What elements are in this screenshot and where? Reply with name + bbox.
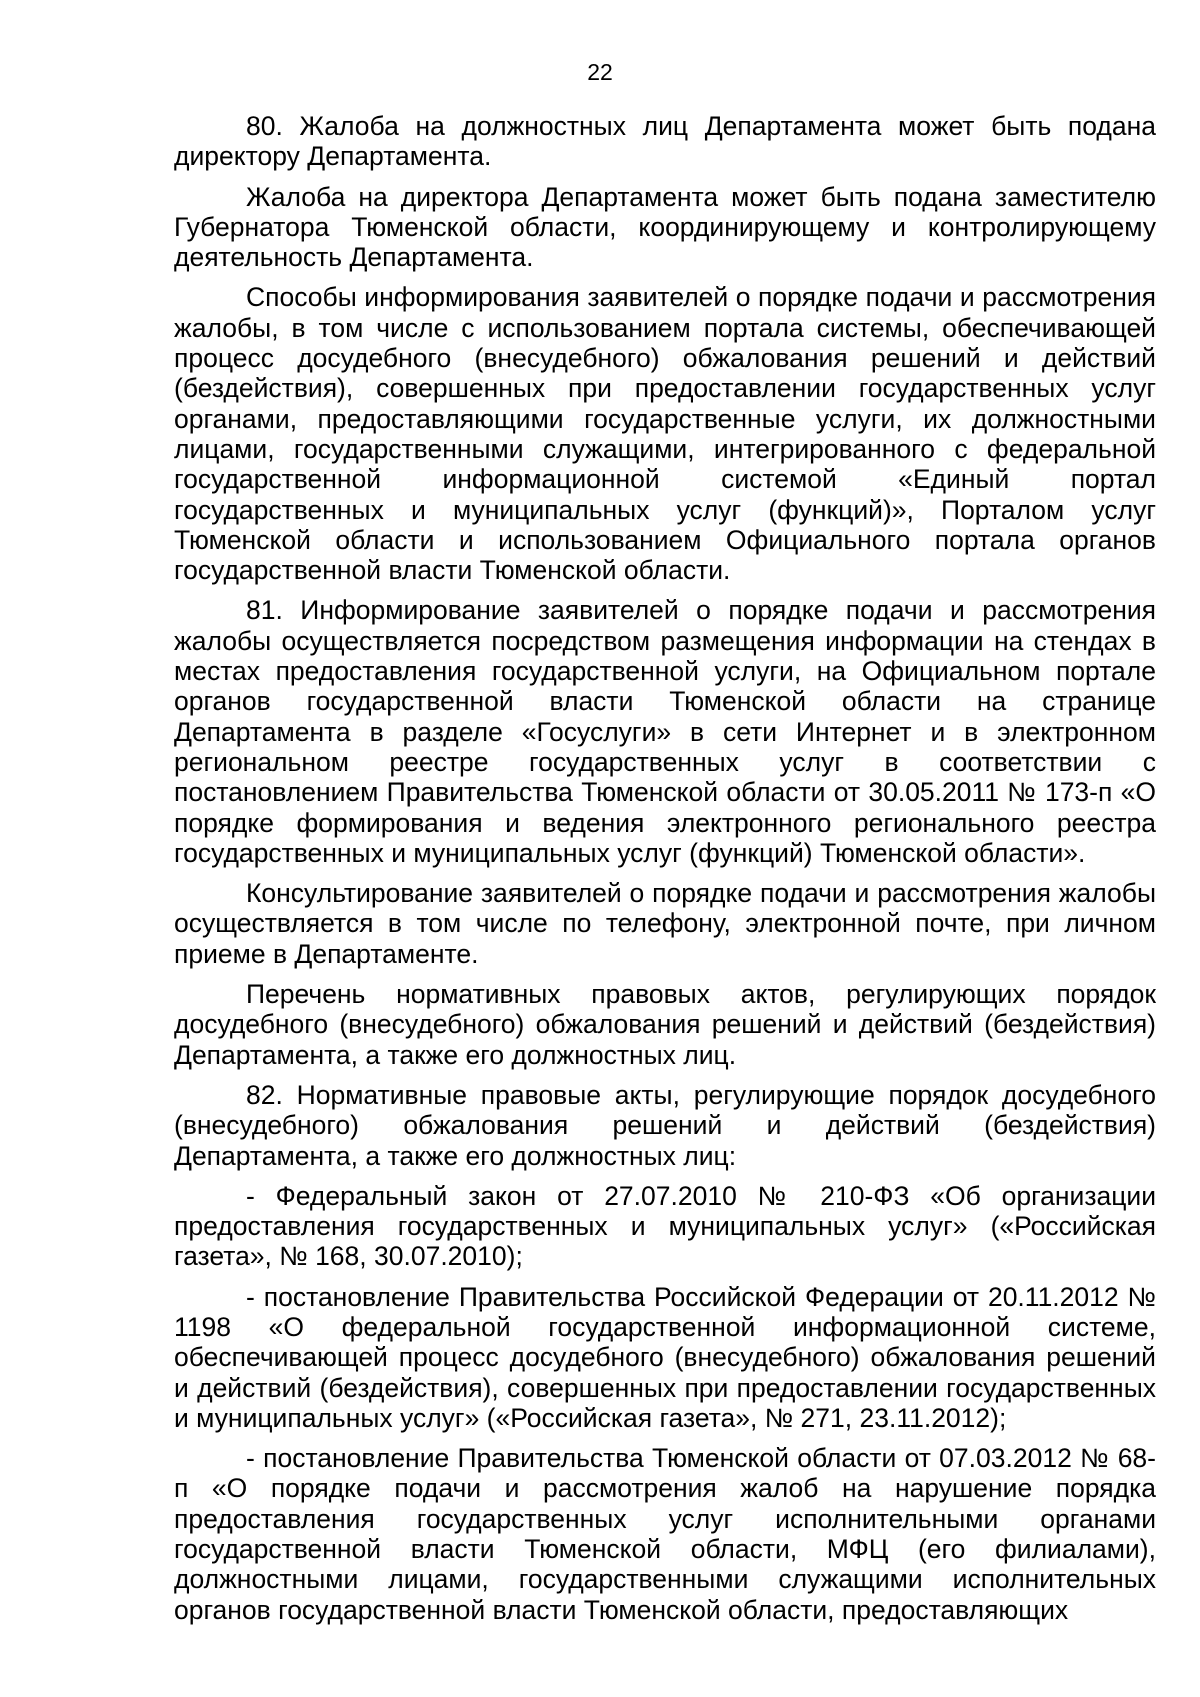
paragraph-81: 81. Информирование заявителей о порядке подачи и рассмотрения жалобы осуществляется посредством размещения информации на стендах в местах предоставления государственной услуги, на Официальном портале органов государственной власти Тюменской области на странице Департамента в разделе «Госуслуги» в сети Интернет и в электронном региональном реестре государственных услуг в соответствии с постановлением Правительства Тюменской области от 30.05.2011 № 173-п «О порядке формирования и ведения электронного регионального реестра государственных и муниципальных услуг (функций) Тюменской области». <box>174 595 1156 868</box>
list-item-federal-law: - Федеральный закон от 27.07.2010 № 210-ФЗ «Об организации предоставления государственных и муниципальных услуг» («Российская газета», № 168, 30.07.2010); <box>174 1180 1156 1272</box>
list-item-tyumen-resolution: - постановление Правительства Тюменской области от 07.03.2012 № 68-п «О порядке подачи и рассмотрения жалоб на нарушение порядка предоставления государственных услуг исполнительными органами государственной власти Тюменской области, МФЦ (его филиалами), должностными лицами, государственными служащими исполнительных органов государственной власти Тюменской области, предоставляющих <box>174 1443 1156 1625</box>
paragraph-legal-acts-heading: Перечень нормативных правовых актов, регулирующих порядок досудебного (внесудебного) обжалования решений и действий (бездействия) Департамента, а также его должностных лиц. <box>174 979 1156 1070</box>
page-number: 22 <box>587 59 613 85</box>
paragraph-informing-methods: Способы информирования заявителей о порядке подачи и рассмотрения жалобы, в том числе с использованием портала системы, обеспечивающей процесс досудебного (внесудебного) обжалования решений и действий (бездействия), совершенных при предоставлении государственных услуг органами, предоставляющими государственные услуги, их должностными лицами, государственными служащими, интегрированного с федеральной государственной информационной системой «Единый портал государственных и муниципальных услуг (функций)», Порталом услуг Тюменской области и использованием Официального портала органов государственной власти Тюменской области. <box>174 282 1156 586</box>
paragraph-complaint-director: Жалоба на директора Департамента может быть подана заместителю Губернатора Тюменской области, координирующему и контролирующему деятельность Департамента. <box>174 181 1156 273</box>
paragraph-82: 82. Нормативные правовые акты, регулирующие порядок досудебного (внесудебного) обжалования решений и действий (бездействия) Департамента, а также его должностных лиц: <box>174 1079 1156 1171</box>
list-item-rf-resolution: - постановление Правительства Российской Федерации от 20.11.2012 № 1198 «О федеральной государственной информационной системе, обеспечивающей процесс досудебного (внесудебного) обжалования решений и действий (бездействия), совершенных при предоставлении государственных и муниципальных услуг» («Российская газета», № 271, 23.11.2012); <box>174 1281 1156 1433</box>
paragraph-80: 80. Жалоба на должностных лиц Департамента может быть подана директору Департамента. <box>174 111 1156 172</box>
document-body <box>174 111 1156 1635</box>
paragraph-consulting: Консультирование заявителей о порядке подачи и рассмотрения жалобы осуществляется в том числе по телефону, электронной почте, при личном приеме в Департаменте. <box>174 878 1156 969</box>
